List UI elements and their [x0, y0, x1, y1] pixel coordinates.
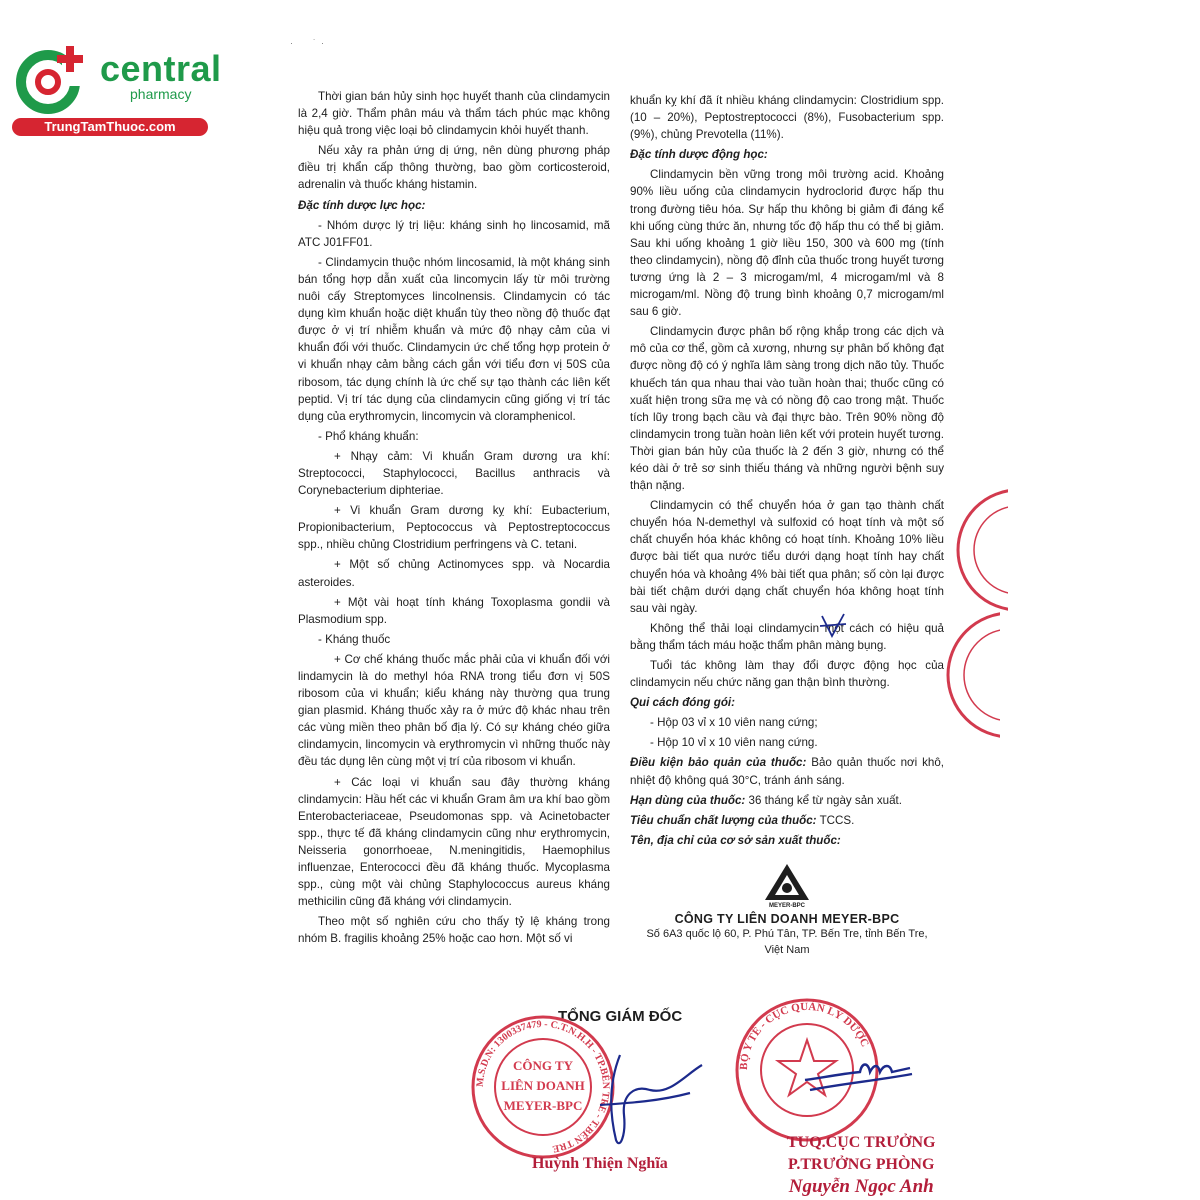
- svg-text:CÔNG TY: CÔNG TY: [512, 1058, 574, 1073]
- brand-website: TrungTamThuoc.com: [12, 118, 208, 136]
- meyer-bpc-logo-icon: [762, 862, 812, 908]
- quality-standard-line: Tiêu chuẩn chất lượng của thuốc: TCCS.: [630, 813, 855, 827]
- side-stamp-lower: [940, 605, 1000, 745]
- ministry-signer-name: Nguyễn Ngọc Anh: [788, 1176, 934, 1197]
- section-heading: Đặc tính dược lực học:: [298, 198, 426, 212]
- ministry-signer: [787, 1132, 935, 1198]
- brand-name: central: [100, 48, 222, 89]
- company-address-line-2: Việt Nam: [764, 944, 810, 956]
- brand-subtitle: pharmacy: [130, 86, 192, 102]
- paragraph: + Một số chủng Actinomyces spp. và Nocardia asteroides.: [298, 558, 610, 589]
- manufacturer-block: [630, 862, 944, 958]
- paragraph: Clindamycin có thể chuyển hóa ở gan tạo thành chất chuyển hóa N-demethyl và sulfoxid có hoạt tính và một số chất chuyển hóa khác không có hoạt tính. Khoảng 10% liều được bài tiết qua nước tiểu dưới dạng hoạt tính hay chất chuyển hóa và khoảng 4% bài tiết qua phân; số còn lại được bài tiết chậm dưới dạng chất chuyển hóa không hoạt tính sau vài ngày.: [630, 499, 944, 615]
- paragraph: Clindamycin được phân bố rộng khắp trong các dịch và mô của cơ thể, gồm cả xương, nhưng sự phân bố không đạt được nồng độ có ý nghĩa lâm sàng trong dịch não tủy. Thuốc khuếch tán qua nhau thai vào tuần hoàn thai; thuốc cũng có xuất hiện trong sữa mẹ và có nồng độ cao trong mật. Thuốc tích lũy trong bạch cầu và đại thực bào. Trên 90% nồng độ clindamycin trong tuần hoàn liên kết với protein huyết tương. Thời gian bán hủy của thuốc là 2 đến 3 giờ, nhưng có thể kéo dài ở trẻ sơ sinh thiếu tháng và những người bệnh suy thận nặng.: [630, 325, 944, 493]
- paragraph: Clindamycin bền vững trong môi trường acid. Khoảng 90% liều uống của clindamycin hydroclorid được hấp thu trong đường tiêu hóa. Sự hấp thu không bị giảm đi đáng kể khi uống cùng thức ăn, nhưng tốc độ hấp thu có thể bị giảm. Sau khi uống khoảng 1 giờ liều 150, 300 và 600 mg (tính theo clindamycin), nồng độ đỉnh của thuốc trong huyết tương tương ứng là 2 – 3 microgam/ml, 4 microgam/ml và 8 microgam/ml. Nồng độ trung bình khoảng 0,7 microgam/ml sau 6 giờ.: [630, 168, 944, 319]
- right-column-body: [630, 92, 944, 751]
- paragraph: - Nhóm dược lý trị liệu: kháng sinh họ lincosamid, mã ATC J01FF01.: [298, 218, 610, 249]
- company-name: CÔNG TY LIÊN DOANH MEYER-BPC: [674, 912, 900, 926]
- paragraph: Không thể thải loại clindamycin một cách có hiệu quả bằng thẩm tách máu hoặc thẩm phân màng bụng.: [630, 621, 944, 652]
- scan-specks: · ˙ ·: [290, 38, 324, 48]
- manufacturer-heading: Tên, địa chỉ của cơ sở sản xuất thuốc:: [630, 833, 841, 847]
- paragraph: - Phổ kháng khuẩn:: [318, 429, 419, 443]
- paragraph: + Nhạy cảm: Vi khuẩn Gram dương ưa khí: Streptococci, Staphylococci, Bacillus anthracis và Corynebacterium diphteriae.: [298, 449, 610, 498]
- storage-line: Điều kiện bảo quản của thuốc: Bảo quản thuốc nơi khô, nhiệt độ không quá 30°C, tránh ánh sáng.: [630, 756, 944, 787]
- paragraph: + Các loại vi khuẩn sau đây thường kháng clindamycin: Hầu hết các vi khuẩn Gram âm ưa khí bao gồm Enterobacteriaceae, Pseudomonas spp. và Acinetobacter spp., thực tế đã kháng clindamycin cũng như erythromycin, Neisseria gonorrhoeae, N.meningitidis, Haemophilus influenzae, Enterococci đều đã kháng thuốc. Mycoplasma spp., cùng một vài chủng Staphylococcus aureus kháng methicilin cũng đã kháng với clindamycin.: [298, 775, 610, 909]
- ministry-title-2: P.TRƯỞNG PHÒNG: [788, 1156, 935, 1173]
- paragraph: - Kháng thuốc: [318, 632, 391, 646]
- pharmacy-cross-icon: [12, 40, 90, 118]
- ministry-title-1: TUQ.CỤC TRƯỞNG: [787, 1134, 936, 1151]
- paragraph: Theo một số nghiên cứu cho thấy tỷ lệ kháng trong nhóm B. fragilis khoảng 25% hoặc cao hơn. Một số vi: [298, 915, 610, 946]
- company-address-line-1: Số 6A3 quốc lộ 60, P. Phú Tân, TP. Bến Tre, tỉnh Bến Tre,: [646, 928, 928, 940]
- section-heading: Qui cách đóng gói:: [630, 696, 735, 710]
- ministry-signature: [800, 1050, 920, 1100]
- left-text-column: [298, 88, 610, 951]
- paragraph: + Vi khuẩn Gram dương kỵ khí: Eubacterium, Propionibacterium, Peptococcus và Peptostreptococcus spp., nhiều chủng Clostridium perfringens và C. tetani.: [298, 504, 610, 552]
- svg-text:M.S.D.N: 1300337479 - C.T.N.H.: M.S.D.N: 1300337479 - C.T.N.H.H - TP.BẾN TRE - T.BẾN TRE: [474, 1018, 612, 1155]
- svg-text:LIÊN DOANH: LIÊN DOANH: [501, 1078, 585, 1093]
- svg-text:BỘ Y TẾ - CỤC QUẢN LÝ DƯỢC: BỘ Y TẾ - CỤC QUẢN LÝ DƯỢC: [737, 1000, 871, 1071]
- paragraph: Thời gian bán hủy sinh học huyết thanh của clindamycin là 2,4 giờ. Thẩm phân máu và thẩm tách phúc mạc không hiệu quả trong việc loại bỏ clindamycin khỏi huyết thanh.: [298, 90, 610, 138]
- svg-text:MEYER-BPC: MEYER-BPC: [768, 903, 806, 908]
- section-heading: Đặc tính dược động học:: [630, 148, 768, 162]
- paragraph: - Hộp 03 vỉ x 10 viên nang cứng;: [650, 716, 818, 730]
- paragraph: - Clindamycin thuộc nhóm lincosamid, là một kháng sinh bán tổng hợp dẫn xuất của lincomycin lấy từ môi trường nuôi cấy Streptomyces lincolnensis. Clindamycin có tác dụng kìm khuẩn hoặc diệt khuẩn tùy theo nồng độ thuốc đạt được ở vị trí nhiễm khuẩn và mức độ nhạy cảm của vi khuẩn đối với thuốc. Clindamycin ức chế tổng hợp protein ở vi khuẩn nhạy cảm bằng cách gắn với tiểu đơn vị 50S của ribosom, tác dụng chính là ức chế sự tạo thành các liên kết peptid. Vị trí tác dụng của clindamycin cũng giống vị trí tác dụng của erythromycin, lincomycin và cloramphenicol.: [298, 255, 610, 423]
- director-name: Huỳnh Thiện Nghĩa: [532, 1155, 668, 1172]
- side-stamp-upper: [948, 480, 1008, 620]
- svg-text:MEYER-BPC: MEYER-BPC: [503, 1098, 583, 1113]
- paragraph: Tuổi tác không làm thay đổi được động học của clindamycin nếu chức năng gan thận bình thường.: [630, 659, 944, 690]
- paragraph: khuẩn kỵ khí đã ít nhiều kháng clindamycin: Clostridium spp. (10 – 20%), Peptostreptococci (8%), Fusobacterium spp. (9%), chủng Prevotella (11%).: [630, 94, 944, 142]
- director-title: TỔNG GIÁM ĐỐC: [558, 1008, 683, 1025]
- shelf-life-line: Hạn dùng của thuốc: 36 tháng kể từ ngày sản xuất.: [630, 793, 902, 807]
- paragraph: + Cơ chế kháng thuốc mắc phải của vi khuẩn đối với lindamycin là do methyl hóa RNA trong tiểu đơn vị 50S ribosom của vi khuẩn; kiểu kháng này thường qua trung gian plasmid. Kháng thuốc xảy ra ở mức độ khác nhau trên các vùng miền theo phân bố địa lý. Có sự kháng chéo giữa clindamycin, lincomycin và erythromycin vì những thuốc này đều tác dụng lên cùng một vị trí của ribosom vi khuẩn.: [298, 652, 610, 769]
- paragraph: Nếu xảy ra phản ứng dị ứng, nên dùng phương pháp điều trị khẩn cấp thông thường, bao gồm corticosteroid, adrenalin và thuốc kháng histamin.: [298, 144, 610, 192]
- director-signature: [590, 1045, 710, 1155]
- paragraph: + Một vài hoạt tính kháng Toxoplasma gondii và Plasmodium spp.: [298, 595, 610, 626]
- paragraph: - Hộp 10 vỉ x 10 viên nang cứng.: [650, 736, 818, 750]
- central-pharmacy-logo: [12, 40, 222, 135]
- right-text-column: [630, 92, 944, 852]
- margin-initial-mark: [818, 610, 848, 640]
